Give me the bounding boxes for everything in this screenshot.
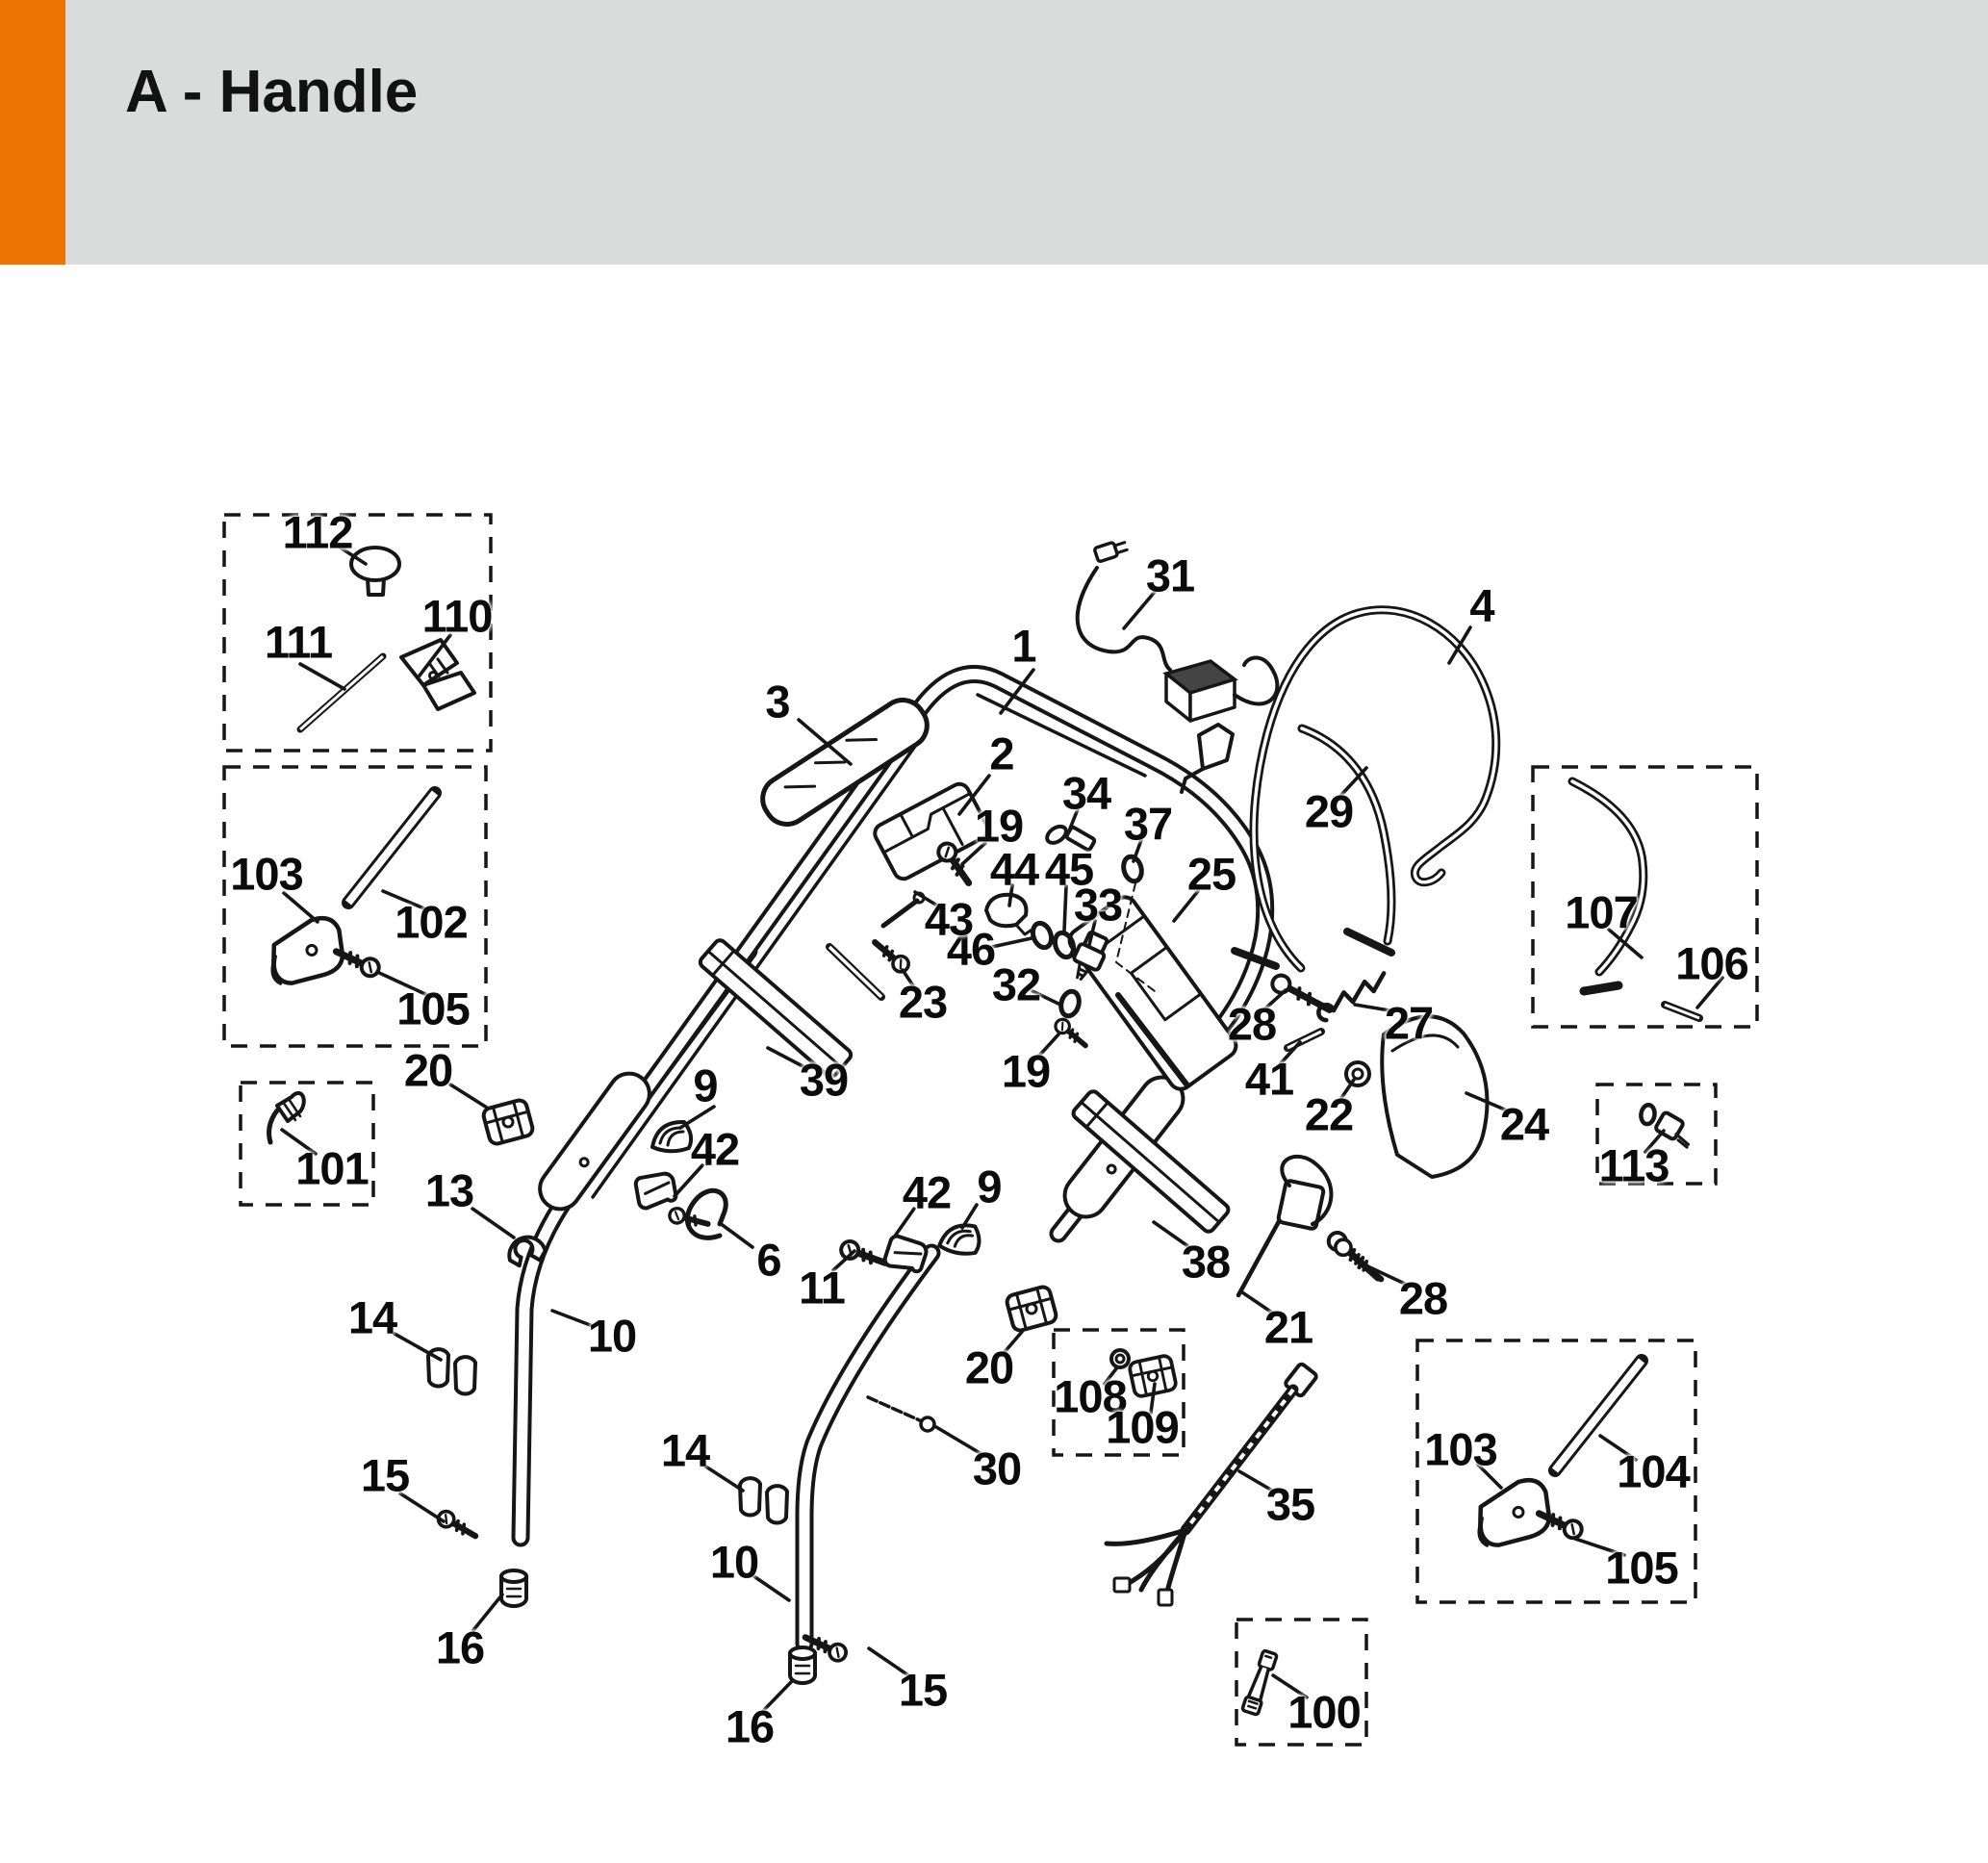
callout-10a: 10 bbox=[587, 1310, 637, 1362]
leader-line-10a bbox=[552, 1311, 593, 1326]
part-clamp-20a bbox=[482, 1099, 534, 1146]
callout-16a: 16 bbox=[435, 1621, 485, 1673]
callout-39: 39 bbox=[799, 1054, 849, 1106]
callout-24: 24 bbox=[1499, 1098, 1549, 1150]
callout-100: 100 bbox=[1287, 1686, 1361, 1738]
part-cable-tie-30 bbox=[868, 1397, 934, 1431]
callout-10b: 10 bbox=[709, 1536, 759, 1588]
part-rod-43 bbox=[883, 893, 924, 926]
part-knob-112 bbox=[351, 548, 399, 595]
callout-27: 27 bbox=[1384, 997, 1434, 1049]
part-spring-27 bbox=[1314, 973, 1389, 1021]
callout-111: 111 bbox=[264, 616, 333, 668]
callout-15a: 15 bbox=[360, 1449, 410, 1501]
callout-112: 112 bbox=[282, 506, 353, 558]
callout-107: 107 bbox=[1565, 886, 1638, 938]
callout-32: 32 bbox=[991, 958, 1041, 1010]
callout-6: 6 bbox=[756, 1234, 781, 1286]
callout-45: 45 bbox=[1044, 843, 1094, 895]
part-oring-32 bbox=[1058, 989, 1082, 1018]
part-rod-23 bbox=[829, 947, 881, 997]
leader-line-14b bbox=[704, 1466, 743, 1491]
callout-44: 44 bbox=[989, 843, 1039, 895]
part-grommet-9b bbox=[938, 1221, 981, 1257]
part-pin-106 bbox=[1665, 1005, 1699, 1018]
callout-9a: 9 bbox=[693, 1059, 718, 1111]
callout-3: 3 bbox=[765, 676, 790, 727]
callout-34: 34 bbox=[1061, 767, 1111, 819]
callout-42b: 42 bbox=[902, 1166, 952, 1218]
part-screw-15a bbox=[436, 1509, 480, 1544]
part-strap-100 bbox=[1242, 1649, 1278, 1715]
callout-104: 104 bbox=[1617, 1445, 1690, 1497]
part-pin-41 bbox=[1287, 1032, 1321, 1048]
callout-29: 29 bbox=[1304, 785, 1354, 837]
part-screw-19a bbox=[935, 840, 976, 888]
part-tube-102 bbox=[348, 793, 435, 903]
callout-37: 37 bbox=[1123, 798, 1173, 850]
leader-line-13 bbox=[472, 1209, 514, 1238]
part-clamp-42a bbox=[635, 1172, 677, 1209]
callout-14a: 14 bbox=[347, 1291, 397, 1343]
callout-28b: 28 bbox=[1398, 1272, 1448, 1324]
part-lower-left-tube bbox=[521, 951, 749, 1538]
callout-19b: 19 bbox=[1001, 1045, 1051, 1097]
part-nut-108 bbox=[1111, 1350, 1129, 1367]
callout-23: 23 bbox=[898, 976, 948, 1028]
callout-110: 110 bbox=[421, 590, 493, 642]
callout-20a: 20 bbox=[403, 1044, 453, 1096]
callout-11: 11 bbox=[799, 1262, 845, 1314]
callout-102: 102 bbox=[395, 896, 468, 948]
callout-1: 1 bbox=[1011, 620, 1036, 672]
callout-103b: 103 bbox=[1424, 1423, 1497, 1475]
callout-109: 109 bbox=[1106, 1401, 1179, 1453]
callout-46: 46 bbox=[946, 923, 996, 975]
part-clips-14b bbox=[740, 1478, 787, 1522]
callout-108: 108 bbox=[1054, 1370, 1127, 1422]
callout-43: 43 bbox=[924, 893, 974, 945]
part-cap-16a bbox=[501, 1570, 526, 1606]
callout-9b: 9 bbox=[977, 1161, 1002, 1212]
callout-105b: 105 bbox=[1605, 1542, 1678, 1594]
callout-103a: 103 bbox=[230, 848, 303, 900]
callout-21: 21 bbox=[1263, 1301, 1313, 1353]
part-screw-11 bbox=[839, 1238, 888, 1270]
callout-4: 4 bbox=[1469, 579, 1494, 631]
callout-16b: 16 bbox=[725, 1700, 775, 1752]
part-washer-22 bbox=[1346, 1062, 1369, 1085]
callout-33: 33 bbox=[1073, 879, 1123, 931]
callout-2: 2 bbox=[989, 727, 1014, 779]
part-screw-23 bbox=[870, 936, 912, 975]
leader-line-6 bbox=[720, 1223, 752, 1247]
callout-41: 41 bbox=[1244, 1053, 1294, 1105]
callout-113: 113 bbox=[1598, 1139, 1669, 1191]
callout-15b: 15 bbox=[898, 1664, 948, 1716]
page-title: A - Handle bbox=[125, 58, 419, 125]
part-rod-29 bbox=[1302, 728, 1391, 953]
part-clamp-20b bbox=[1006, 1286, 1058, 1333]
leader-line-46 bbox=[992, 938, 1032, 947]
callout-22: 22 bbox=[1304, 1088, 1354, 1140]
callout-20b: 20 bbox=[964, 1341, 1014, 1393]
leader-line-14a bbox=[395, 1334, 441, 1360]
part-cap-16b bbox=[790, 1647, 815, 1683]
callout-101: 101 bbox=[295, 1142, 369, 1194]
callout-42a: 42 bbox=[690, 1123, 740, 1175]
part-rod-21 bbox=[1238, 1157, 1384, 1295]
callout-25: 25 bbox=[1186, 848, 1236, 900]
callout-30: 30 bbox=[972, 1442, 1022, 1494]
callout-13: 13 bbox=[424, 1164, 474, 1216]
callout-28a: 28 bbox=[1227, 998, 1277, 1050]
callout-105a: 105 bbox=[396, 983, 470, 1034]
callout-35: 35 bbox=[1265, 1478, 1315, 1530]
leader-line-20a bbox=[450, 1085, 487, 1108]
callout-19a: 19 bbox=[974, 800, 1024, 852]
callout-14b: 14 bbox=[660, 1424, 710, 1476]
part-clamp-42b bbox=[883, 1235, 929, 1275]
part-bolt-28b bbox=[1333, 1237, 1387, 1286]
callout-106: 106 bbox=[1675, 937, 1748, 989]
part-oring-46 bbox=[1030, 921, 1055, 951]
callout-38: 38 bbox=[1181, 1236, 1231, 1288]
callout-31: 31 bbox=[1145, 549, 1195, 601]
